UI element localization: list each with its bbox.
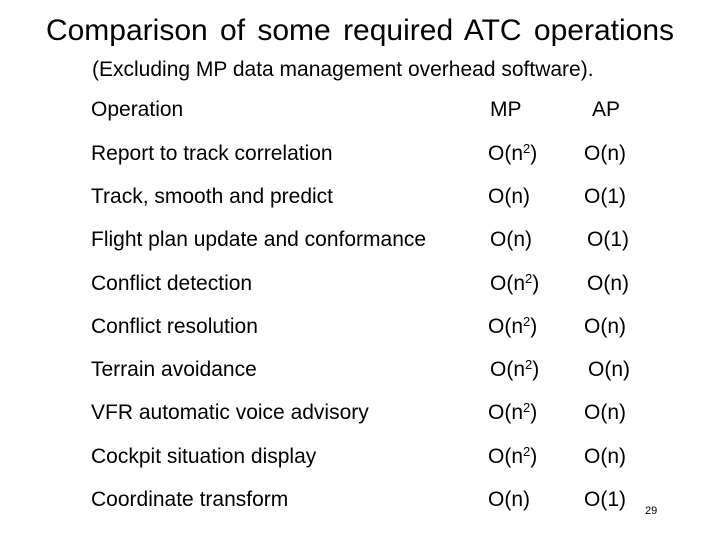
mp-close: ) [530, 142, 538, 165]
mp-base: O(n [488, 315, 524, 338]
mp-base: O(n [490, 358, 526, 381]
table-row [0, 401, 720, 431]
table-row [0, 315, 720, 345]
mp-base: O(n) [490, 228, 532, 251]
mp-close: ) [530, 315, 538, 338]
table-row [0, 142, 720, 172]
mp-cell [488, 142, 537, 166]
mp-cell [488, 445, 537, 469]
header-mp: MP [490, 98, 522, 121]
mp-close: ) [530, 401, 538, 424]
ap-cell: O(n) [584, 142, 626, 165]
mp-close: ) [532, 358, 540, 381]
mp-cell [488, 401, 537, 425]
table-row [0, 228, 720, 258]
table-row [0, 358, 720, 388]
table-row [0, 488, 720, 518]
mp-exponent: 2 [523, 444, 531, 459]
mp-exponent: 2 [523, 400, 531, 415]
slide-subtitle: (Excluding MP data management overhead software). [92, 58, 594, 81]
slide-number: 29 [645, 505, 658, 517]
mp-exponent: 2 [525, 357, 533, 372]
table-header-row [0, 98, 720, 128]
header-ap: AP [592, 98, 621, 121]
ap-cell: O(n) [584, 315, 626, 338]
header-operation: Operation [91, 98, 184, 121]
operation-cell: Conflict detection [91, 272, 253, 295]
slide-title: Comparison of some required ATC operations [45, 14, 675, 47]
ap-cell: O(1) [587, 228, 629, 251]
mp-cell [490, 228, 532, 252]
table-row [0, 185, 720, 215]
operation-cell: Conflict resolution [91, 315, 258, 338]
mp-close: ) [532, 272, 540, 295]
mp-exponent: 2 [525, 271, 533, 286]
mp-base: O(n) [488, 185, 530, 208]
mp-exponent: 2 [523, 314, 531, 329]
mp-cell [490, 272, 539, 296]
ap-cell: O(n) [584, 401, 626, 424]
operation-cell: Cockpit situation display [91, 445, 317, 468]
table-row [0, 272, 720, 302]
operation-cell: Report to track correlation [91, 142, 333, 165]
mp-base: O(n [488, 142, 524, 165]
mp-cell [488, 185, 530, 209]
ap-cell: O(n) [587, 272, 629, 295]
operation-cell: Coordinate transform [91, 488, 289, 511]
operation-cell: Track, smooth and predict [91, 185, 333, 208]
operation-cell: Flight plan update and conformance [91, 228, 427, 251]
table-row [0, 445, 720, 475]
mp-base: O(n [490, 272, 526, 295]
mp-cell [490, 358, 539, 382]
mp-cell [488, 488, 530, 512]
operation-cell: Terrain avoidance [91, 358, 257, 381]
mp-base: O(n) [488, 488, 530, 511]
mp-base: O(n [488, 445, 524, 468]
ap-cell: O(n) [588, 358, 630, 381]
ap-cell: O(1) [584, 488, 626, 511]
mp-exponent: 2 [523, 141, 531, 156]
ap-cell: O(1) [584, 185, 626, 208]
mp-base: O(n [488, 401, 524, 424]
operation-cell: VFR automatic voice advisory [91, 401, 369, 424]
mp-close: ) [530, 445, 538, 468]
mp-cell [488, 315, 537, 339]
ap-cell: O(n) [584, 445, 626, 468]
